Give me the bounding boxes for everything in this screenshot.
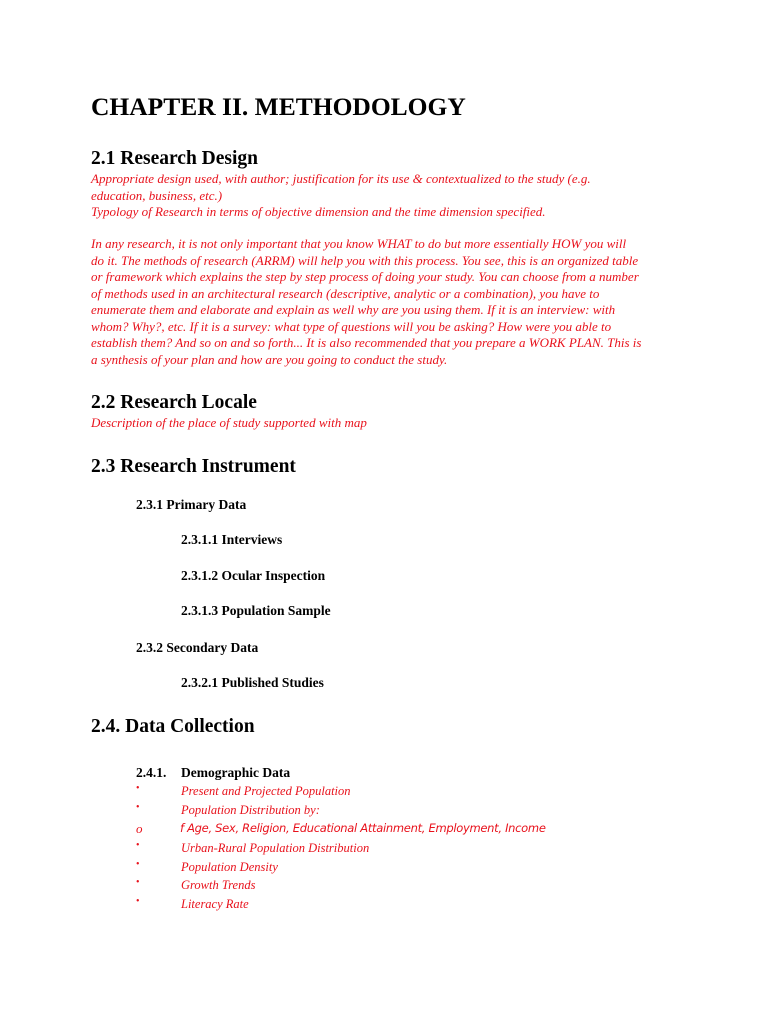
bullet-icon: • (136, 840, 140, 851)
bullet-icon: • (136, 783, 140, 794)
heading-research-instrument: 2.3 Research Instrument (91, 456, 296, 477)
primary-data-heading: 2.3.1 Primary Data (136, 497, 247, 512)
secondary-item-published-studies: 2.3.2.1 Published Studies (181, 675, 324, 690)
primary-item-population-sample: 2.3.1.3 Population Sample (181, 603, 331, 618)
chapter-title: CHAPTER II. METHODOLOGY (91, 92, 466, 121)
heading-research-locale: 2.2 Research Locale (91, 392, 257, 413)
text-line: In any research, it is not only important that you know WHAT to do but more essentially HOW you will (91, 236, 627, 251)
bullet-icon: • (136, 896, 140, 907)
primary-item-interviews: 2.3.1.1 Interviews (181, 532, 283, 547)
text-line: do it. The methods of research (ARRM) will help you with this process. You see, this is an organized table (91, 252, 639, 268)
bullet-text: Present and Projected Population (181, 784, 351, 798)
sub-bullet-marker: o (136, 821, 143, 836)
text-line: education, business, etc.) (91, 187, 223, 203)
bullet-icon: • (136, 802, 140, 813)
bullet-text: Population Density (181, 860, 278, 874)
research-design-paragraph (91, 236, 691, 368)
bullet-text: Growth Trends (181, 878, 256, 892)
bullet-text: Population Distribution by: (181, 803, 320, 817)
research-locale-desc (91, 415, 691, 432)
text-line: Appropriate design used, with author; justification for its use & contextualized to the study (e.g. (91, 171, 591, 186)
primary-item-ocular-inspection: 2.3.1.2 Ocular Inspection (181, 568, 326, 583)
text-line: or framework which explains the step by step process of doing your study. You can choose from a number (91, 269, 639, 284)
bullet-text: Literacy Rate (181, 897, 249, 911)
text-line: whom? Why?, etc. If it is a survey: what type of questions will you be asking? How were you able to (91, 318, 612, 334)
text-line: establish them? And so on and so forth... It is also recommended that you prepare a WORK PLAN. This is (91, 335, 642, 350)
secondary-data-heading: 2.3.2 Secondary Data (136, 640, 259, 655)
text-line: a synthesis of your plan and how are you going to conduct the study. (91, 351, 448, 367)
research-design-notes (91, 171, 691, 221)
demographic-data-label: Demographic Data (181, 765, 291, 780)
text-line: Description of the place of study supported with map (91, 415, 367, 430)
heading-data-collection: 2.4. Data Collection (91, 716, 255, 737)
text-line: enumerate them and elaborate and explain as well why are you using them. If it is an interview: with (91, 302, 616, 317)
text-line: of methods used in an architectural research (descriptive, analytic or a combination), you have to (91, 285, 600, 301)
bullet-text: Urban-Rural Population Distribution (181, 841, 370, 855)
text-line: Typology of Research in terms of objective dimension and the time dimension specified. (91, 204, 546, 219)
demographic-data-number: 2.4.1. (136, 765, 167, 780)
bullet-icon: • (136, 859, 140, 870)
sub-bullet-text: f Age, Sex, Religion, Educational Attainment, Employment, Income (180, 821, 546, 835)
bullet-icon: • (136, 877, 140, 888)
heading-research-design: 2.1 Research Design (91, 148, 258, 169)
